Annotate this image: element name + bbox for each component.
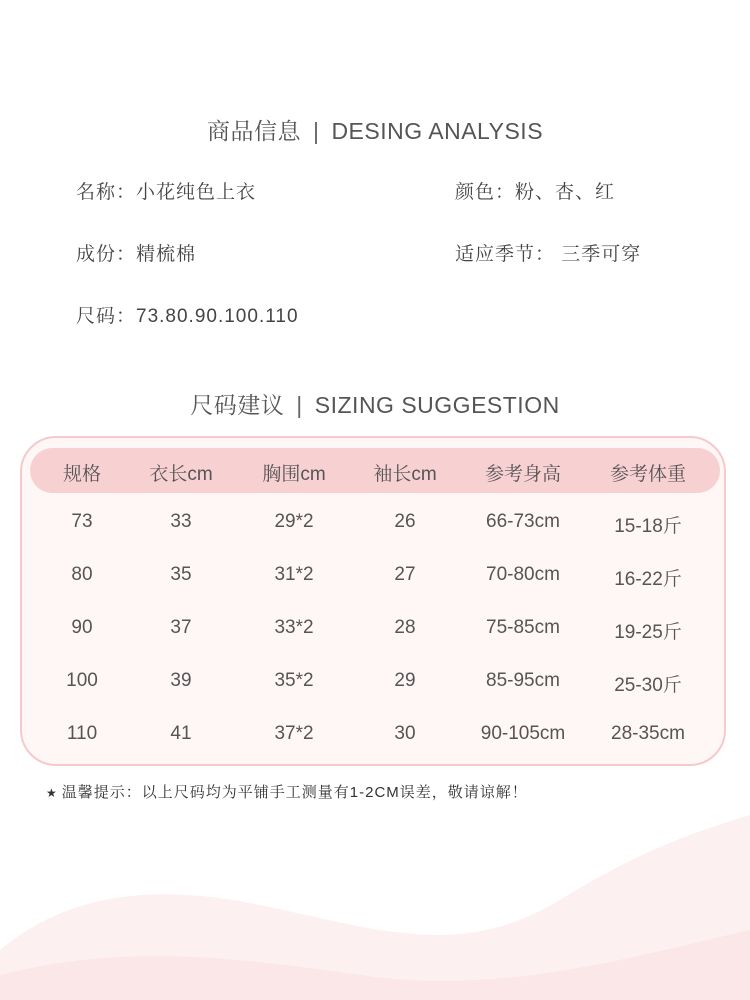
table-cell: 41	[170, 723, 192, 744]
table-cell: 85-95cm	[486, 670, 560, 691]
sizing-title-cn: 尺码建议	[190, 392, 285, 418]
table-cell: 37*2	[274, 723, 314, 744]
table-cell: 30	[394, 723, 416, 744]
header-height: 参考身高	[484, 464, 561, 485]
table-cell: 39	[170, 670, 192, 691]
sizing-title-en: SIZING SUGGESTION	[314, 392, 560, 418]
info-season: 适应季节： 三季可穿	[455, 244, 642, 265]
table-cell: 19-25斤	[614, 622, 682, 643]
sizing-title-separator: |	[296, 392, 303, 418]
measurement-note	[46, 781, 528, 802]
info-composition: 成份：精梳棉	[76, 244, 197, 265]
design-title-separator: |	[312, 118, 320, 144]
design-analysis-heading	[0, 113, 750, 146]
note-text: 温馨提示：以上尺码均为平铺手工测量有1-2CM误差，敬请谅解！	[61, 784, 528, 801]
table-cell: 70-80cm	[486, 564, 560, 585]
table-cell: 75-85cm	[486, 617, 560, 638]
table-cell: 80	[71, 564, 93, 585]
table-cell: 29*2	[274, 511, 314, 532]
header-length: 衣长cm	[149, 464, 213, 485]
header-spec: 规格	[62, 464, 101, 485]
design-title-cn: 商品信息	[206, 118, 301, 144]
table-cell: 29	[394, 670, 416, 691]
table-cell: 90	[71, 617, 93, 638]
header-chest: 胸围cm	[262, 464, 326, 485]
sizing-suggestion-heading	[0, 387, 750, 420]
star-icon: ★	[46, 786, 58, 800]
table-cell: 37	[170, 617, 192, 638]
table-cell: 35	[170, 564, 192, 585]
table-cell: 110	[66, 723, 98, 744]
header-weight: 参考体重	[609, 464, 686, 485]
info-name: 名称：小花纯色上衣	[76, 182, 257, 203]
design-title-en: DESING ANALYSIS	[331, 118, 544, 144]
table-cell: 15-18斤	[614, 516, 682, 537]
table-cell: 33	[170, 511, 192, 532]
table-cell: 35*2	[274, 670, 314, 691]
table-cell: 33*2	[274, 617, 314, 638]
table-cell: 90-105cm	[480, 723, 566, 744]
table-cell: 26	[394, 511, 416, 532]
table-cell: 16-22斤	[614, 569, 682, 590]
table-cell: 73	[71, 511, 93, 532]
header-sleeve: 袖长cm	[373, 464, 437, 485]
info-size: 尺码：73.80.90.100.110	[76, 306, 299, 327]
table-cell: 28-35cm	[611, 723, 685, 744]
table-cell: 27	[394, 564, 416, 585]
info-color: 颜色：粉、杏、红	[455, 182, 616, 203]
table-cell: 66-73cm	[486, 511, 560, 532]
table-cell: 31*2	[274, 564, 314, 585]
table-cell: 25-30斤	[614, 675, 682, 696]
table-cell: 28	[394, 617, 416, 638]
table-cell: 100	[66, 670, 98, 691]
